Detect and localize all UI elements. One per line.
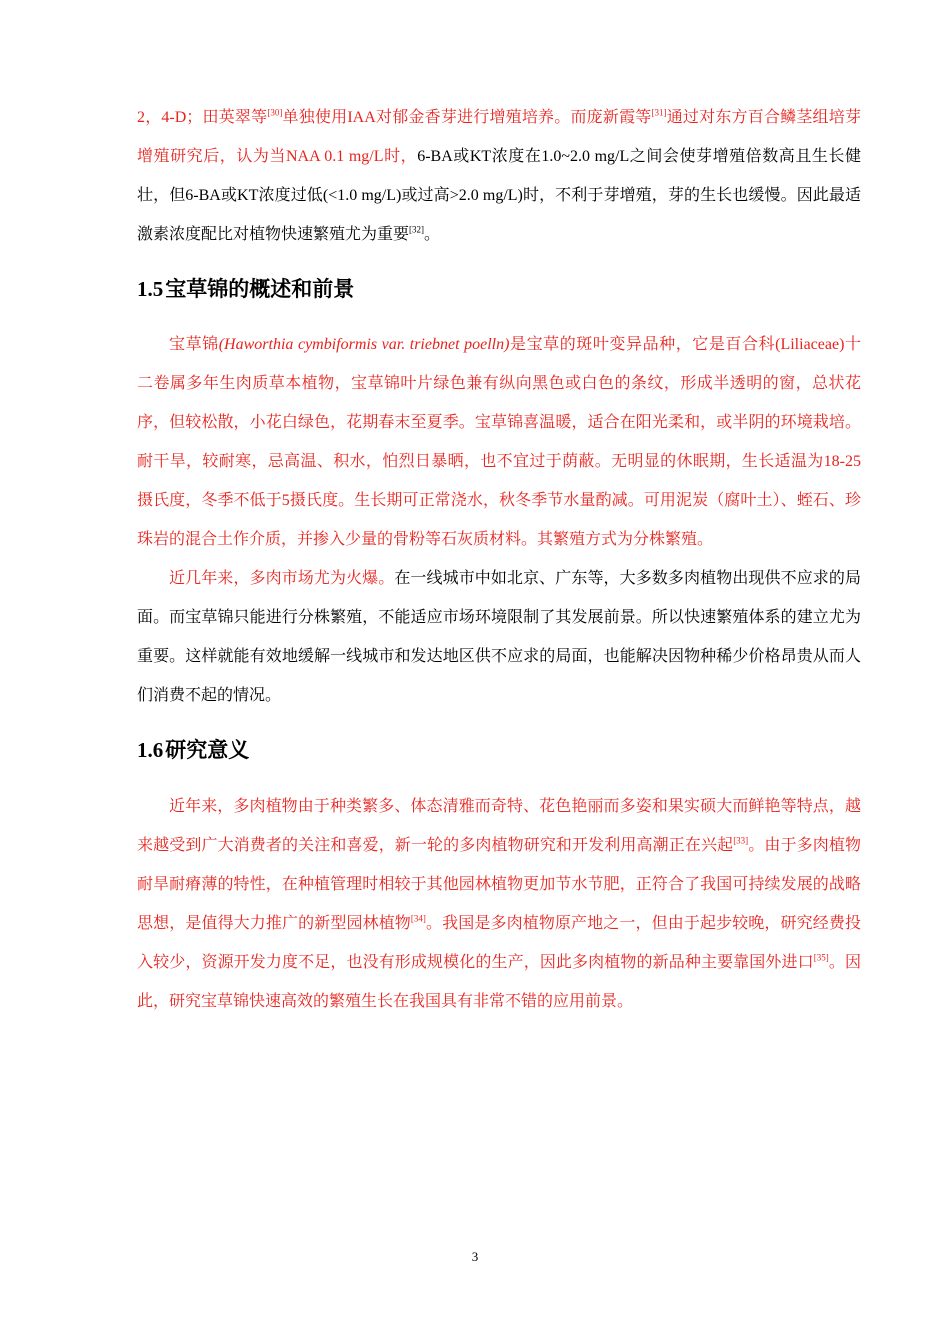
text-run: 宝草锦 <box>169 336 219 353</box>
text-run: 在一线城市中如北京、广东等，大多数多肉植物出现供不应求的局面。而宝草锦只能进行分株繁殖，不能适应市场环境限制了其发展前景。所以快速繁殖体系的建立尤为重要。这样就能有效地缓解一线城市和发达地区供不应求的局面，也能解决因物种稀少价格昂贵从而人们消费不起的情况。 <box>137 570 861 704</box>
citation: [35] <box>813 952 829 963</box>
text-run: 近年来，多肉植物由于种类繁多、体态清雅而奇特、花色艳丽而多姿和果实硕大而鲜艳等特点，越来越受到广大消费者的关注和喜爱，新一轮的多肉植物研究和开发利用高潮正在兴起 <box>137 798 861 854</box>
citation: [32] <box>409 224 425 235</box>
section-number: 1.5 <box>137 277 164 301</box>
text-run: 。 <box>424 226 441 243</box>
section-1-5-paragraph-1 <box>137 325 861 559</box>
intro-paragraph <box>137 98 861 254</box>
text-run: 2，4-D；田英翠等 <box>137 109 268 126</box>
section-heading-1-5 <box>137 274 861 304</box>
text-run: 通过对东方百合鳞茎组培芽增殖研究后，认为当NAA 0.1 mg/L时， <box>137 109 861 165</box>
section-title: 宝草锦的概述和前景 <box>165 277 355 301</box>
citation: [33] <box>733 835 749 846</box>
text-run: 6-BA或KT浓度在1.0~2.0 mg/L之间会使芽增殖倍数高且生长健壮，但6-BA或KT浓度过低(<1.0 mg/L)或过高>2.0 mg/L)时，不利于芽增殖，芽的生长也缓慢。因此最适激素浓度配比对植物快速繁殖尤为重要 <box>137 148 861 243</box>
text-run: 是宝草的斑叶变异品种，它是百合科(Liliaceae)十二卷属多年生肉质草本植物，宝草锦叶片绿色兼有纵向黑色或白色的条纹，形成半透明的窗，总状花序，但较松散，小花白绿色，花期春末至夏季。宝草锦喜温暖，适合在阳光柔和，或半阴的环境栽培。耐干旱，较耐寒，忌高温、积水，怕烈日暴晒，也不宜过于荫蔽。无明显的休眠期，生长适温为18-25摄氏度，冬季不低于5摄氏度。生长期可正常浇水，秋冬季节水量酌减。可用泥炭（腐叶土）、蛭石、珍珠岩的混合土作介质，并掺入少量的骨粉等石灰质材料。其繁殖方式为分株繁殖。 <box>137 336 861 548</box>
citation: [31] <box>651 107 667 118</box>
section-number: 1.6 <box>137 738 164 762</box>
section-1-6-paragraph-1 <box>137 787 861 1021</box>
citation: [30] <box>267 107 283 118</box>
latin-name: (Haworthia cymbiformis var. triebnet poelln) <box>218 336 510 353</box>
section-heading-1-6 <box>137 735 861 765</box>
text-run: 。我国是多肉植物原产地之一，但由于起步较晚，研究经费投入较少，资源开发力度不足，也没有形成规模化的生产，因此多肉植物的新品种主要靠国外进口 <box>137 915 861 971</box>
section-1-5-paragraph-2 <box>137 559 861 715</box>
page-number: 3 <box>471 1249 479 1264</box>
text-run: 单独使用IAA对郁金香芽进行增殖培养。而庞新霞等 <box>282 109 652 126</box>
text-run: 。因此，研究宝草锦快速高效的繁殖生长在我国具有非常不错的应用前景。 <box>137 954 861 1010</box>
citation: [34] <box>410 913 426 924</box>
document-page-body <box>137 98 861 1021</box>
text-run: 近几年来，多肉市场尤为火爆。 <box>169 570 395 587</box>
text-run: 。由于多肉植物耐旱耐瘠薄的特性，在种植管理时相较于其他园林植物更加节水节肥，正符合了我国可持续发展的战略思想，是值得大力推广的新型园林植物 <box>137 837 861 932</box>
section-title: 研究意义 <box>165 738 250 762</box>
